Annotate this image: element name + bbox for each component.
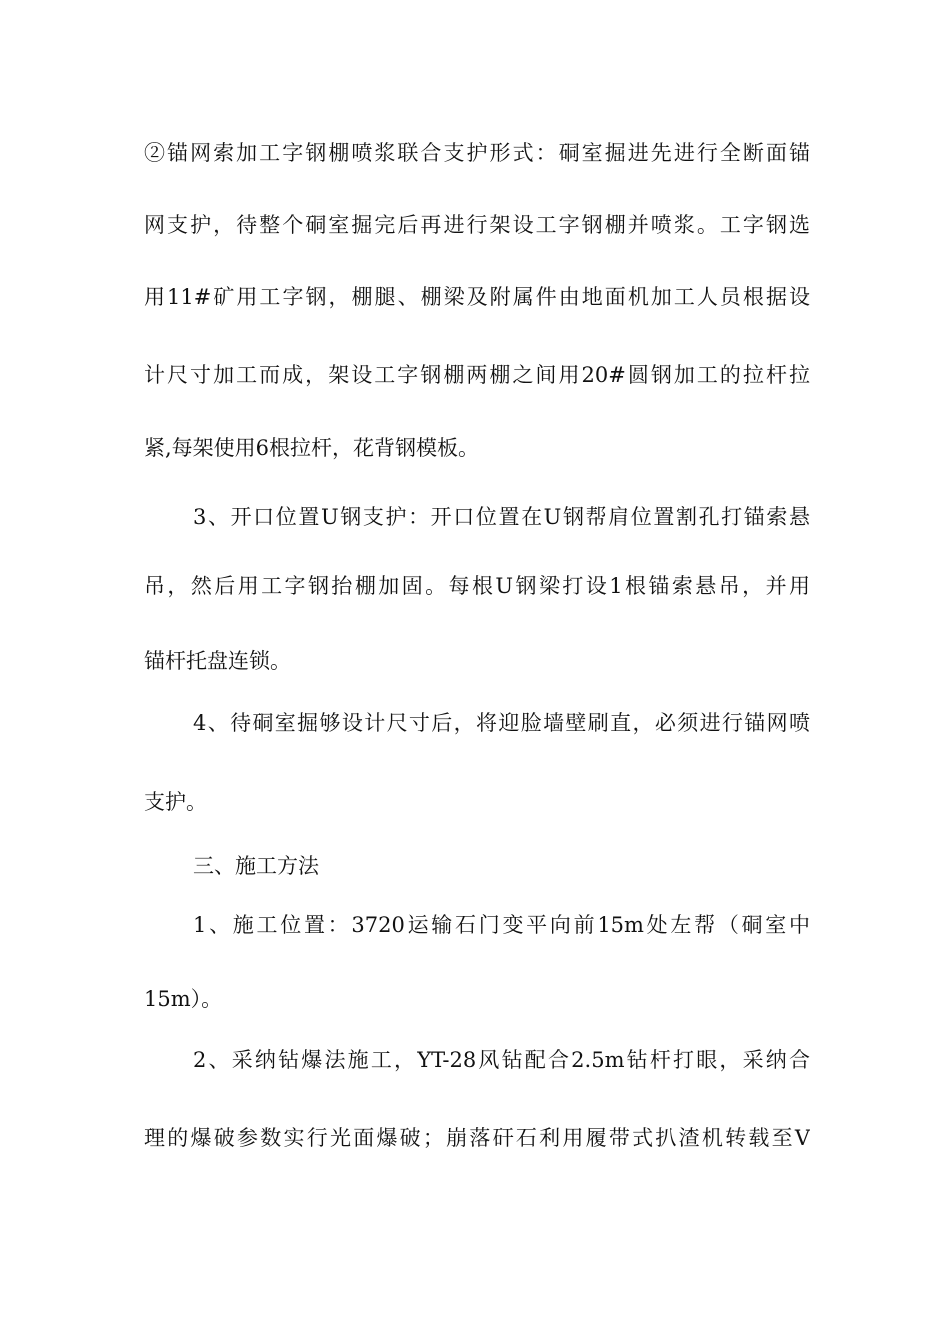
paragraph-line-7: 吊，然后用工字钢抬棚加固。每根U钢梁打设1根锚索悬吊，并用 (144, 574, 810, 598)
paragraph-line-13: 15m）。 (144, 987, 223, 1011)
paragraph-line-9: 4、待硐室掘够设计尺寸后，将迎脸墙壁刷直，必须进行锚网喷 (193, 711, 810, 735)
paragraph-line-3: 用11#矿用工字钢，棚腿、棚梁及附属件由地面机加工人员根据设 (144, 285, 810, 309)
paragraph-line-8: 锚杆托盘连锁。 (144, 649, 291, 673)
paragraph-line-5: 紧,每架使用6根拉杆，花背钢模板。 (144, 436, 480, 460)
paragraph-line-10: 支护。 (144, 790, 207, 814)
section-heading: 三、施工方法 (193, 854, 319, 878)
paragraph-line-12: 1、施工位置：3720运输石门变平向前15m处左帮（硐室中 (193, 913, 810, 937)
paragraph-line-4: 计尺寸加工而成，架设工字钢棚两棚之间用20#圆钢加工的拉杆拉 (144, 363, 810, 387)
paragraph-line-2: 网支护，待整个硐室掘完后再进行架设工字钢棚并喷浆。工字钢选 (144, 213, 810, 237)
paragraph-line-1: ②锚网索加工字钢棚喷浆联合支护形式：硐室掘进先进行全断面锚 (144, 141, 810, 165)
paragraph-line-14: 2、采纳钻爆法施工，YT-28风钻配合2.5m钻杆打眼，采纳合 (193, 1048, 810, 1072)
paragraph-line-6: 3、开口位置U钢支护：开口位置在U钢帮肩位置割孔打锚索悬 (193, 505, 810, 529)
paragraph-line-15: 理的爆破参数实行光面爆破；崩落矸石利用履带式扒渣机转载至V (144, 1126, 810, 1150)
